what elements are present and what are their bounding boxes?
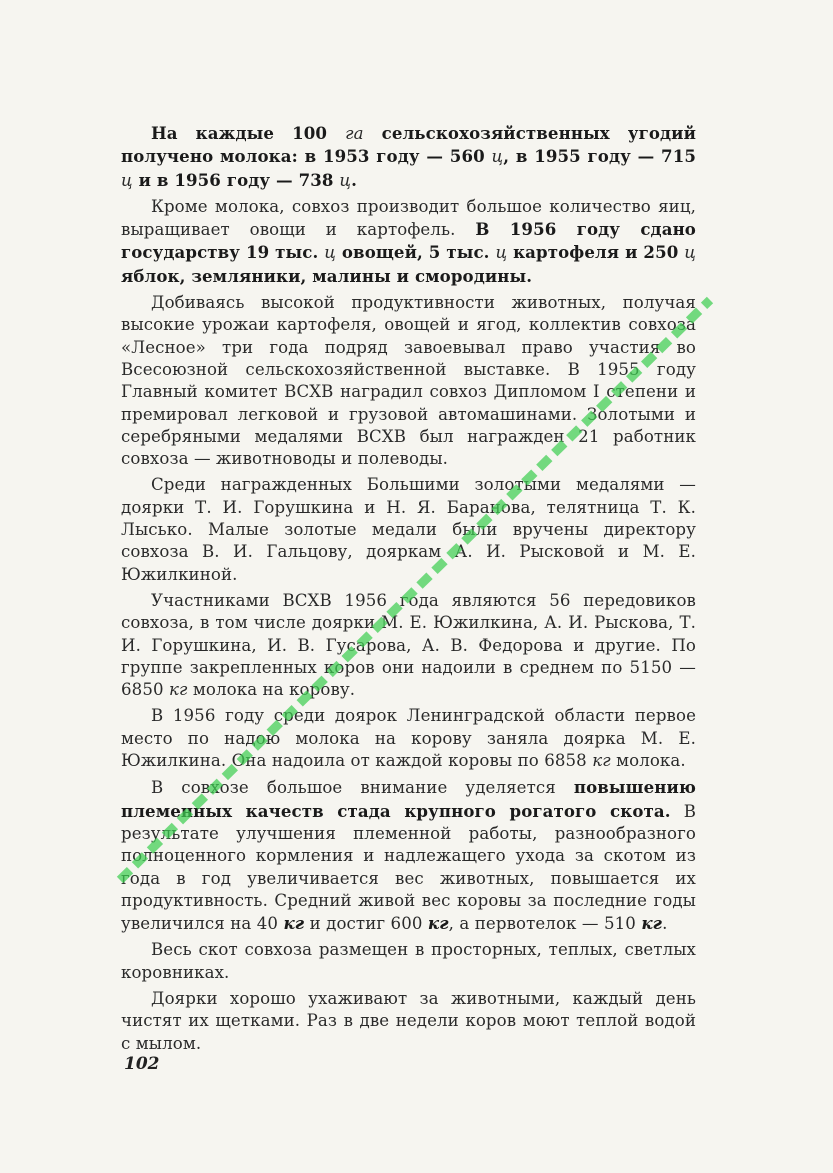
paragraph-4 bbox=[121, 474, 696, 585]
paragraph-3 bbox=[121, 292, 696, 470]
text-run: ц bbox=[495, 243, 508, 263]
text-run: яблок, земляники, малины и смородины. bbox=[121, 265, 533, 286]
text-run: повышению племенных качеств стада крупного рогатого скота. bbox=[121, 777, 696, 821]
text-run: . bbox=[351, 169, 357, 190]
paragraph-5 bbox=[121, 590, 696, 701]
text-run: и достиг 600 bbox=[304, 914, 428, 934]
text-run: молока. bbox=[610, 751, 686, 771]
text-run: кг bbox=[169, 680, 188, 700]
text-run: кг bbox=[427, 913, 449, 934]
text-run: молока на корову. bbox=[187, 680, 356, 700]
paragraph-1 bbox=[121, 122, 696, 192]
paragraph-8 bbox=[121, 939, 696, 984]
text-run: ц bbox=[339, 170, 352, 190]
text-run: В совхозе большое внимание уделяется bbox=[151, 778, 574, 798]
text-run: . bbox=[662, 914, 668, 934]
paragraph-7 bbox=[121, 776, 696, 935]
text-run: ц bbox=[491, 147, 504, 167]
text-run: кг bbox=[283, 913, 305, 934]
text-run: Весь скот совхоза размещен в просторных, теплых, светлых коровниках. bbox=[121, 940, 696, 982]
text-run: га bbox=[345, 124, 364, 143]
text-run: В результате улучшения племенной работы, разнообразного полноценного кормления и надлежащего ухода за скотом из года в год увеличивается вес животных, повышается их продуктивность. Средний живой вес коровы за последние годы увеличился на 40 bbox=[121, 801, 696, 934]
text-run: ц bbox=[121, 170, 133, 190]
paragraph-9 bbox=[121, 988, 696, 1055]
text-run: , а первотелок — 510 bbox=[448, 914, 642, 934]
text-run: ц bbox=[684, 243, 696, 263]
text-run: кг bbox=[641, 913, 663, 934]
text-run: картофеля и 250 bbox=[507, 242, 685, 263]
page-number: 102 bbox=[124, 1054, 160, 1074]
text-run: Среди награжденных Большими золотыми медалями — доярки Т. И. Горушкина и Н. Я. Баранова, телятница Т. К. Лысько. Малые золотые медали были вручены директору совхоза В. И. Гальцову, дояркам А. И. Рысковой и М. Е. Южилкиной. bbox=[121, 475, 696, 584]
text-run: На каждые 100 bbox=[151, 123, 346, 143]
text-run: Добиваясь высокой продуктивности животных, получая высокие урожаи картофеля, овощей и ягод, коллектив совхоза «Лесное» три года подряд завоевывал право участия во Всесоюзной сельскохозяйственной выставке. В 1955 году Главный комитет ВСХВ наградил совхоз Дипломом I степени и премировал легковой и грузовой автомашинами. Золотыми и серебряными медалями ВСХВ был награжден 21 работник совхоза — животноводы и полеводы. bbox=[121, 293, 696, 469]
text-run: сельскохозяйственных угодий получено молока: в 1953 году — 560 bbox=[121, 123, 696, 167]
text-run: и в 1956 году — 738 bbox=[132, 169, 340, 190]
paragraph-6 bbox=[121, 705, 696, 772]
paragraph-2 bbox=[121, 196, 696, 288]
text-run: , в 1955 году — 715 bbox=[503, 146, 696, 167]
text-run: В 1956 году сдано государству 19 тыс. bbox=[121, 219, 696, 263]
text-run: кг bbox=[592, 751, 611, 771]
text-run: Участниками ВСХВ 1956 года являются 56 передовиков совхоза, в том числе доярки М. Е. Южилкина, А. И. Рыскова, Т. И. Горушкина, И. В. Гусарова, А. В. Федорова и другие. По группе закрепленных коров они надоили в среднем по 5150 — 6850 bbox=[121, 590, 696, 700]
text-run: В 1956 году среди доярок Ленинградской области первое место по надою молока на корову заняла доярка М. Е. Южилкина. Она надоила от каждой коровы по 6858 bbox=[121, 706, 696, 771]
page-text bbox=[121, 122, 696, 1055]
text-run: Доярки хорошо ухаживают за животными, каждый день чистят их щетками. Раз в две недели коров моют теплой водой с мылом. bbox=[121, 988, 696, 1053]
text-run: ц bbox=[324, 243, 336, 263]
text-run: овощей, 5 тыс. bbox=[335, 242, 496, 263]
text-run: Кроме молока, совхоз производит большое количество яиц, выращивает овощи и картофель. bbox=[121, 196, 696, 240]
